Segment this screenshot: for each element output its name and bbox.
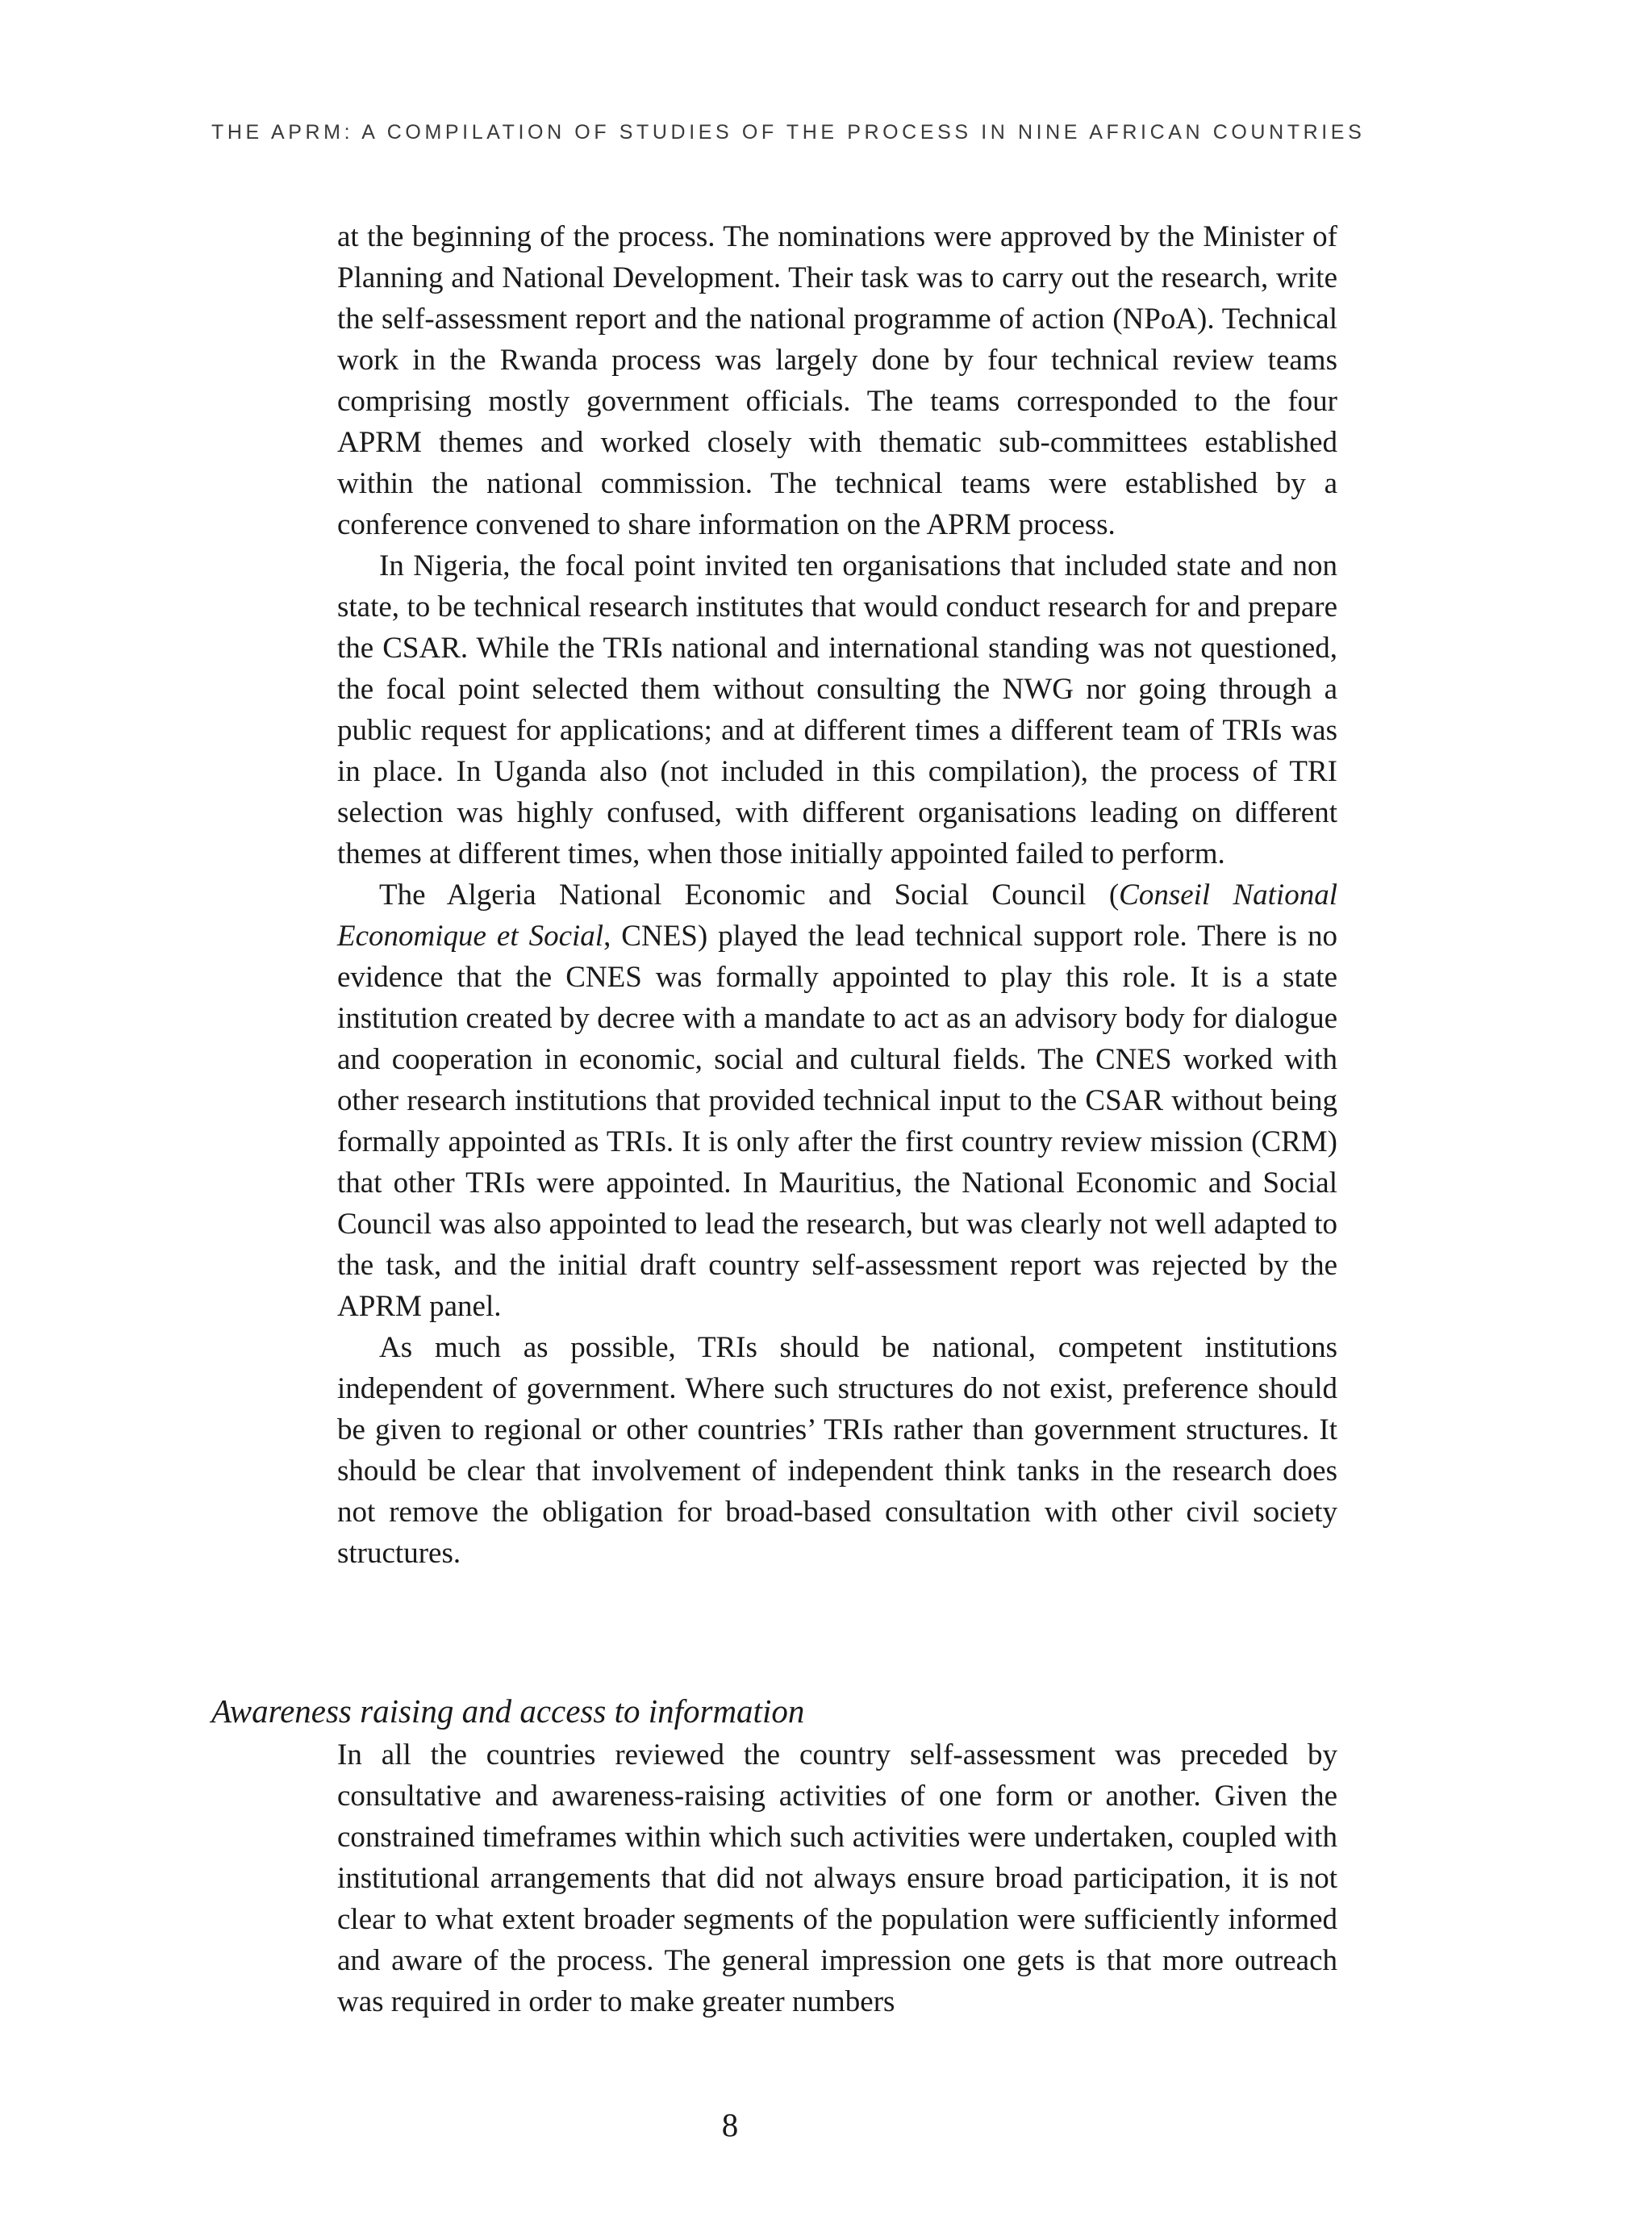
page-number: 8 (721, 2106, 739, 2143)
section-body (337, 1734, 1337, 2022)
paragraph-algeria-italic-term: Conseil National Economique et Social (337, 878, 1337, 953)
paragraph-algeria-rest: , CNES) played the lead technical support role. There is no evidence that the CNES was formally appointed to play this role. It is a state institution created by decree with a mandate to act as an advisory body for dialogue and cooperation in economic, social and cultural fields. The CNES worked with other research institutions that provided technical input to the CSAR without being formally appointed as TRIs. It is only after the first country review mission (CRM) that other TRIs were appointed. In Mauritius, the National Economic and Social Council was also appointed to lead the research, but was clearly not well adapted to the task, and the initial draft country self-assessment report was rejected by the APRM panel. (337, 920, 1337, 1323)
paragraph-tri-recommendation: As much as possible, TRIs should be national, competent institutions independent of government. Where such structures do not exist, preference should be given to regional or other countries’ TRIs rather than government structures. It should be clear that involvement of independent think tanks in the research does not remove the obligation for broad-based consultation with other civil society structures. (337, 1331, 1337, 1570)
paragraph-rwanda: at the beginning of the process. The nominations were approved by the Minister of Planning and National Development. Their task was to carry out the research, write the self-assessment report and the national programme of action (NPoA). Technical work in the Rwanda process was largely done by four technical review teams comprising mostly government officials. The teams corresponded to the four APRM themes and worked closely with thematic sub-committees established within the national commission. The technical teams were established by a conference convened to share information on the APRM process. (337, 220, 1337, 541)
paragraph-algeria (337, 874, 1337, 1327)
section-heading: Awareness raising and access to information (211, 1692, 805, 1730)
paragraph-awareness: In all the countries reviewed the country self-assessment was preceded by consultative and awareness-raising activities of one form or another. Given the constrained timeframes within which such activities were undertaken, coupled with institutional arrangements that did not always ensure broad participation, it is not clear to what extent broader segments of the population were sufficiently informed and aware of the process. The general impression one gets is that more outreach was required in order to make greater numbers (337, 1738, 1337, 2018)
paragraph-algeria-start: The Algeria National Economic and Social Council ( (379, 878, 1120, 912)
body-text (337, 216, 1337, 1574)
running-header: THE APRM: A COMPILATION OF STUDIES OF THE PROCESS IN NINE AFRICAN COUNTRIES (211, 121, 1366, 144)
paragraph-nigeria: In Nigeria, the focal point invited ten organisations that included state and non state, to be technical research institutes that would conduct research for and prepare the CSAR. While the TRIs national and international standing was not questioned, the focal point selected them without consulting the NWG nor going through a public request for applications; and at different times a different team of TRIs was in place. In Uganda also (not included in this compilation), the process of TRI selection was highly confused, with different organisations leading on different themes at different times, when those initially appointed failed to perform. (337, 549, 1337, 870)
